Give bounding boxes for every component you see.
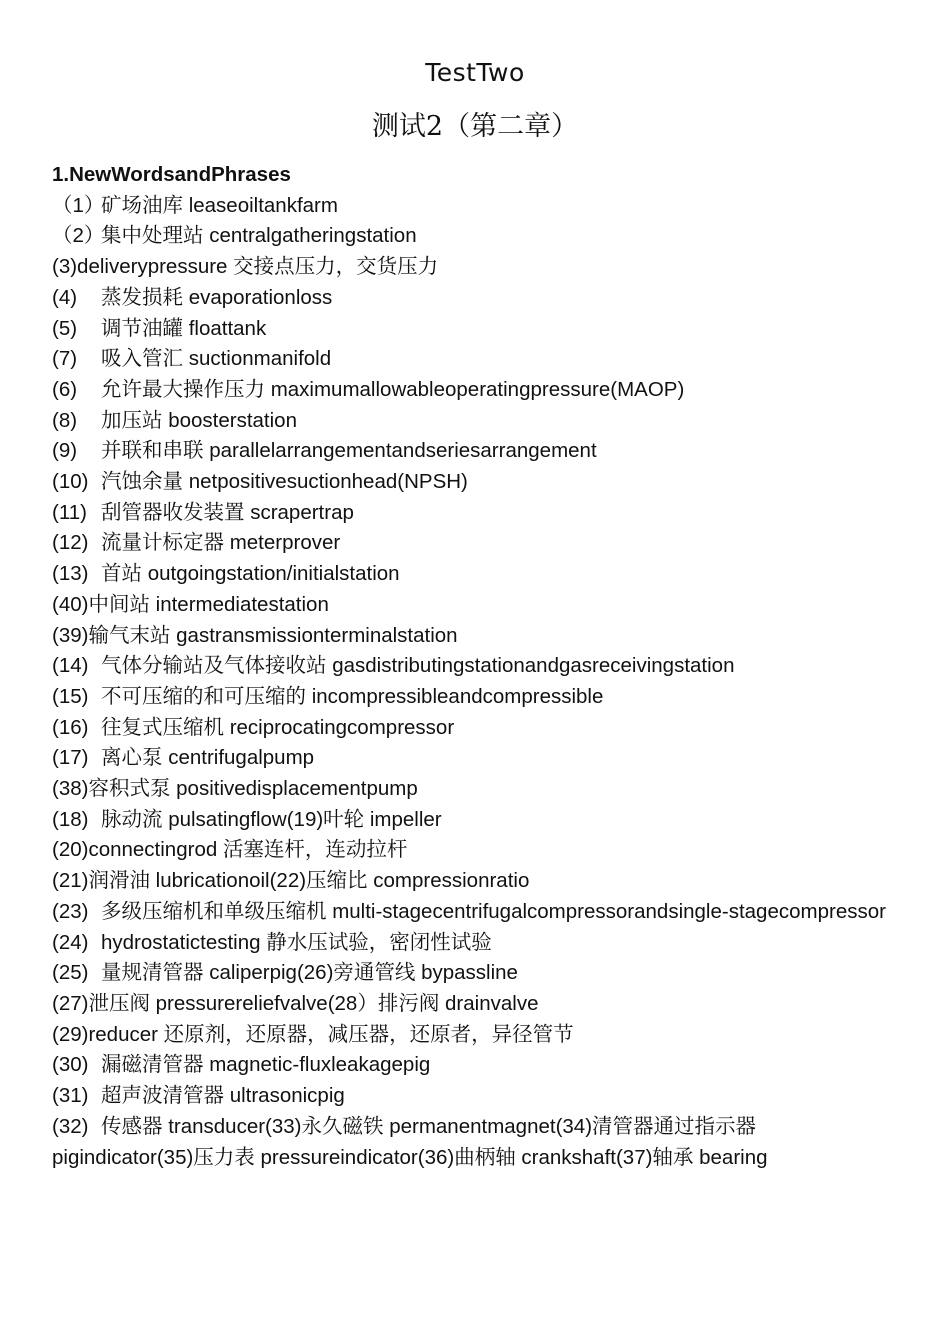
vocabulary-item xyxy=(52,743,892,774)
item-number: (15) xyxy=(52,684,89,708)
vocabulary-item xyxy=(52,467,892,498)
item-number: (10) xyxy=(52,470,89,494)
item-number: (7) xyxy=(52,347,78,371)
vocabulary-item xyxy=(52,436,892,467)
vocabulary-item xyxy=(52,651,892,682)
item-number: (12) xyxy=(52,531,89,555)
item-number: (31) xyxy=(52,1084,89,1108)
item-text: 离心泵 centrifugalpump xyxy=(101,746,315,770)
vocabulary-item xyxy=(52,221,892,252)
document-title: TestTwo xyxy=(425,58,525,87)
item-number: (17) xyxy=(52,746,89,770)
item-text: 多级压缩机和单级压缩机 multi-stagecentrifugalcompressorandsingle-stagecompressor xyxy=(101,899,886,923)
item-number: (32) xyxy=(52,1114,89,1138)
item-text: 允许最大操作压力 maximumallowableoperatingpressure(MAOP) xyxy=(101,377,685,401)
vocabulary-item xyxy=(52,498,892,529)
vocabulary-item: (38)容积式泵 positivedisplacementpump xyxy=(52,777,418,801)
item-text: 流量计标定器 meterprover xyxy=(101,531,341,555)
item-number: (14) xyxy=(52,654,89,678)
vocabulary-item xyxy=(52,1112,892,1143)
document-subtitle: 测试2（第二章） xyxy=(371,111,579,142)
item-text: 吸入管汇 suctionmanifold xyxy=(101,347,332,371)
vocabulary-item xyxy=(52,897,892,928)
item-text: 漏磁清管器 magnetic-fluxleakagepig xyxy=(101,1053,431,1077)
vocabulary-item: (39)输气末站 gastransmissionterminalstation xyxy=(52,623,458,647)
vocabulary-list xyxy=(52,191,892,1143)
item-number: (4) xyxy=(52,285,78,309)
item-number: (11) xyxy=(52,500,87,524)
section-heading: 1.NewWordsandPhrases xyxy=(52,163,291,186)
vocabulary-item xyxy=(52,528,892,559)
item-text: 传感器 transducer(33)永久磁铁 permanentmagnet(34)清管器通过指示器 xyxy=(101,1114,757,1138)
vocabulary-last-line: pigindicator(35)压力表 pressureindicator(36)曲柄轴 crankshaft(37)轴承 bearing xyxy=(52,1145,768,1169)
vocabulary-item xyxy=(52,1050,892,1081)
item-number: （1） xyxy=(52,193,105,217)
vocabulary-item xyxy=(52,1081,892,1112)
item-text: 调节油罐 floattank xyxy=(101,316,267,340)
item-text: 加压站 boosterstation xyxy=(101,408,297,432)
item-text: 超声波清管器 ultrasonicpig xyxy=(101,1084,345,1108)
vocabulary-item xyxy=(52,559,892,590)
item-number: (24) xyxy=(52,930,89,954)
vocabulary-item xyxy=(52,805,892,836)
vocabulary-item xyxy=(52,682,892,713)
item-text: 矿场油库 leaseoiltankfarm xyxy=(101,193,338,217)
vocabulary-item xyxy=(52,375,892,406)
vocabulary-item: (29)reducer 还原剂，还原器，减压器，还原者，异径管节 xyxy=(52,1022,574,1046)
item-number: (23) xyxy=(52,899,89,923)
item-number: (6) xyxy=(52,377,78,401)
item-text: 并联和串联 parallelarrangementandseriesarrangement xyxy=(101,439,597,463)
vocabulary-item: (21)润滑油 lubricationoil(22)压缩比 compressionratio xyxy=(52,869,530,893)
item-number: (13) xyxy=(52,562,89,586)
item-text: 蒸发损耗 evaporationloss xyxy=(101,285,333,309)
item-text: hydrostatictesting 静水压试验，密闭性试验 xyxy=(101,930,492,954)
item-text: 往复式压缩机 reciprocatingcompressor xyxy=(101,715,455,739)
vocabulary-item: (27)泄压阀 pressurereliefvalve(28）排污阀 drainvalve xyxy=(52,991,539,1015)
item-text: 脉动流 pulsatingflow(19)叶轮 impeller xyxy=(101,807,442,831)
vocabulary-item xyxy=(52,713,892,744)
item-number: (25) xyxy=(52,961,89,985)
item-text: 不可压缩的和可压缩的 incompressibleandcompressible xyxy=(101,684,604,708)
item-text: 刮管器收发装置 scrapertrap xyxy=(101,500,354,524)
vocabulary-item xyxy=(52,191,892,222)
document-body xyxy=(52,160,892,1173)
vocabulary-item xyxy=(52,344,892,375)
item-text: 汽蚀余量 netpositivesuctionhead(NPSH) xyxy=(101,470,468,494)
item-text: 集中处理站 centralgatheringstation xyxy=(101,224,417,248)
vocabulary-item xyxy=(52,928,892,959)
vocabulary-item xyxy=(52,958,892,989)
item-number: (8) xyxy=(52,408,78,432)
item-text: 量规清管器 caliperpig(26)旁通管线 bypassline xyxy=(101,961,518,985)
item-number: (18) xyxy=(52,807,89,831)
vocabulary-item: (40)中间站 intermediatestation xyxy=(52,592,329,616)
vocabulary-item: (3)deliverypressure 交接点压力，交货压力 xyxy=(52,255,439,279)
vocabulary-item xyxy=(52,314,892,345)
vocabulary-item: (20)connectingrod 活塞连杆，连动拉杆 xyxy=(52,838,408,862)
item-number: (5) xyxy=(52,316,78,340)
vocabulary-item xyxy=(52,283,892,314)
item-text: 首站 outgoingstation/initialstation xyxy=(101,562,400,586)
item-number: (16) xyxy=(52,715,89,739)
vocabulary-item xyxy=(52,406,892,437)
item-number: （2） xyxy=(52,224,105,248)
item-number: (9) xyxy=(52,439,78,463)
item-number: (30) xyxy=(52,1053,89,1077)
item-text: 气体分输站及气体接收站 gasdistributingstationandgasreceivingstation xyxy=(101,654,735,678)
